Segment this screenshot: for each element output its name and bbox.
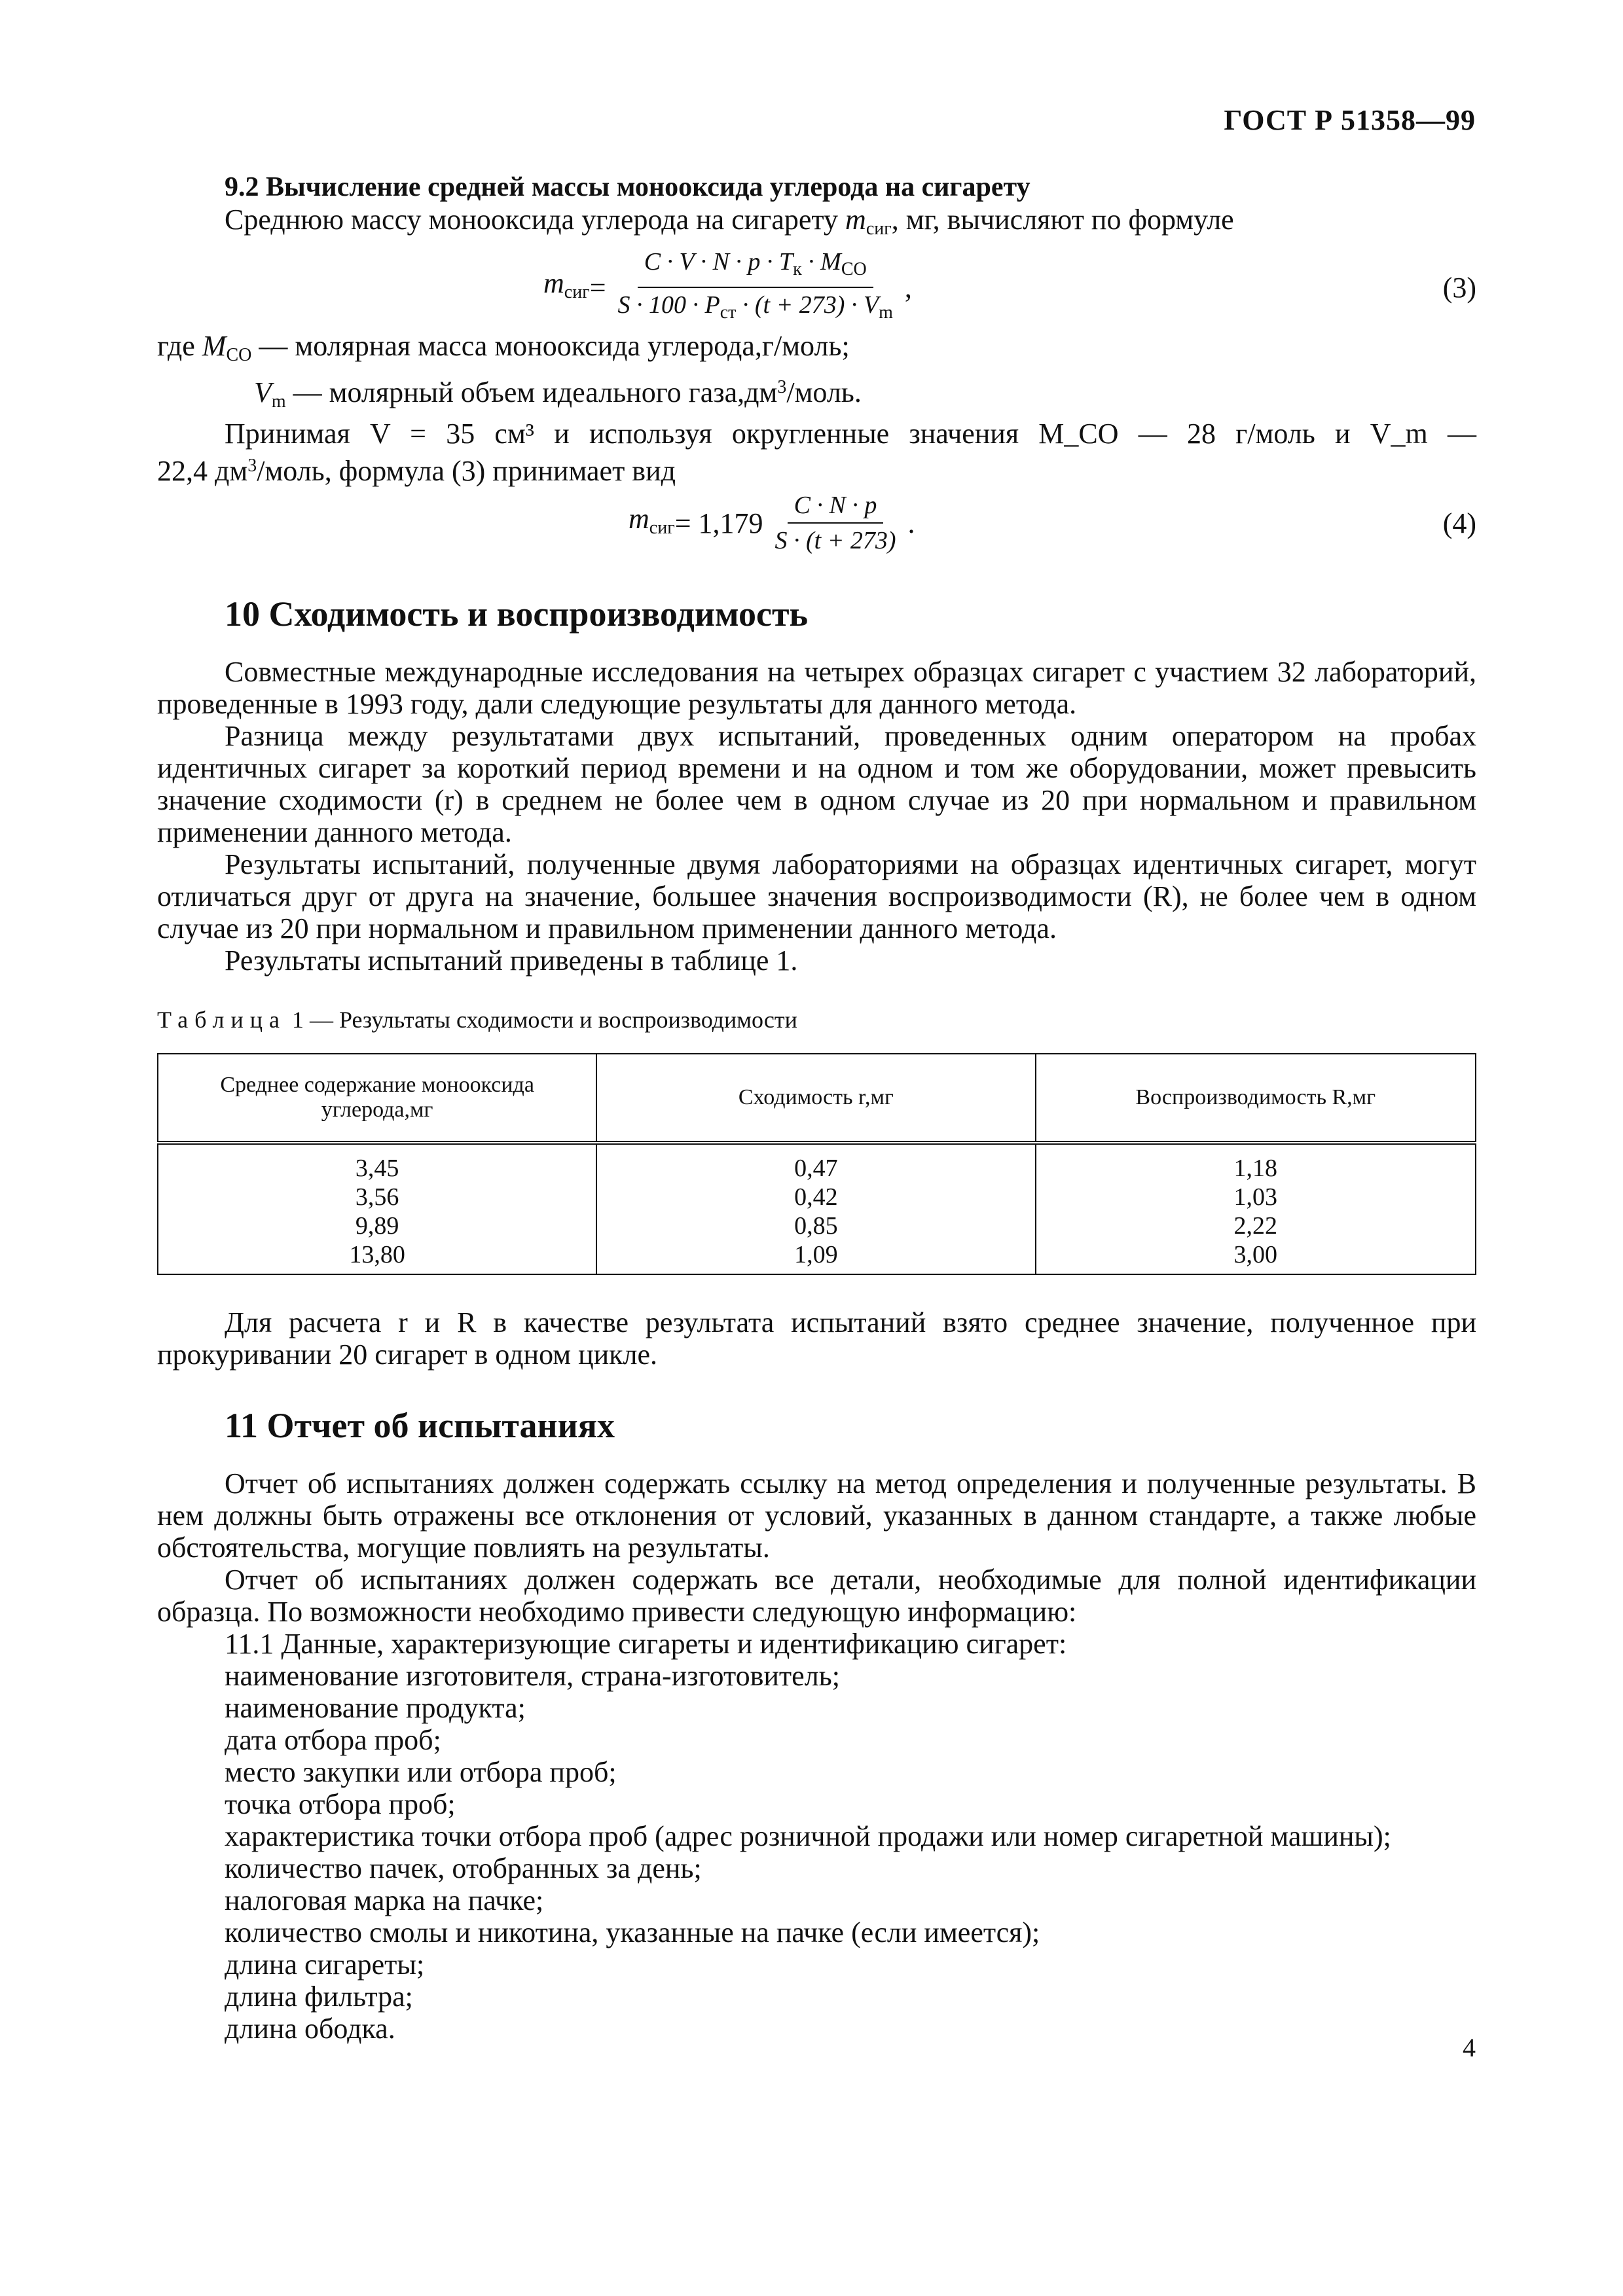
accept-line-1: Принимая V = 35 см³ и используя округленные значения M_CO — 28 г/моль и V_m — [225,418,1476,450]
page-content [157,171,1476,2045]
section-10-paragraph-2: Разница между результатами двух испытаний, проведенных одним оператором на пробах идентичных сигарет за короткий период времени и на одном и том же оборудовании, может превысить значение сходимости (r) в среднем не более чем в одном случае из 20 при нормальном и правильном применении данного метода. [157,720,1476,848]
list-item: точка отбора проб; [225,1788,456,1820]
list-item: наименование изготовителя, страна-изготовитель; [225,1660,840,1692]
list-item: характеристика точки отбора проб (адрес розничной продажи или номер сигаретной машины); [225,1820,1391,1852]
table-cell: 1,09 [596,1240,1035,1274]
where-vm-line: $V_m$ — молярный объем идеального $газа,дм^3$/моль. [254,376,862,412]
list-item: количество пачек, отобранных за день; [225,1852,702,1884]
table-cell: 0,42 [596,1183,1035,1211]
table-header-cell: Среднее содержание монооксида углерода,мг [158,1054,596,1143]
formula-3-fraction: $\frac{C \cdot V \cdot N \cdot p \cdot T_к \cdot M_{CO}}{S \cdot 100 \cdot P_{ст} \cdot (t + 273) \cdot V_m}$ [617,248,893,323]
table-row [158,1154,1476,1183]
table-row [158,1240,1476,1274]
section-10-paragraph-3: Результаты испытаний, полученные двумя лабораториями на образцах идентичных сигарет, могут отличаться друг от друга на значение, большее значения воспроизводимости (R), не более чем в одном случае из 20 при нормальном и правильном применении данного метода. [157,848,1476,944]
formula-3: $m_{сиг}$ = $\frac{C \cdot V \cdot N \cdot p \cdot T_к \cdot M_{CO}}{S \cdot 100 \cdot P_{ст} \cdot (t + 273) \cdot V_m}$ , (3) [157,245,1476,330]
table-row [158,1211,1476,1240]
section-11-title: 11 Отчет об испытаниях [225,1406,615,1445]
section-11-paragraph-2: Отчет об испытаниях должен содержать все детали, необходимые для полной идентификации образца. По возможности необходимо привести следующую информацию: [157,1564,1476,1628]
table-cell: 1,03 [1036,1183,1476,1211]
table-cell: 2,22 [1036,1211,1476,1240]
formula-4-fraction: $\frac{C \cdot N \cdot p}{S \cdot (t + 273)}$ [775,492,896,554]
section-10-paragraph-4: Результаты испытаний приведены в таблице 1. [225,944,798,977]
list-item: налоговая марка на пачке; [225,1884,544,1916]
list-item: длина сигареты; [225,1948,425,1981]
table-header-cell: Сходимость r,мг [596,1054,1035,1143]
table-header-row [158,1054,1476,1143]
formula-4-number: (4) [1442,507,1476,539]
formula-4: $m_{сиг}$ = 1,179 $\frac{C \cdot N \cdot p}{S \cdot (t + 273)}$ . (4) [629,492,1476,554]
where-mco-line: где $M_{CO}$ — молярная масса монооксида углерода,г/моль; [157,330,850,365]
table-cell: 1,18 [1036,1154,1476,1183]
table-cell: 0,47 [596,1154,1035,1183]
table-1-caption: Таблица 1 — Результаты сходимости и воспроизводимости [157,1007,797,1033]
section-11-paragraph-1: Отчет об испытаниях должен содержать ссылку на метод определения и полученные результаты. В нем должны быть отражены все отклонения от условий, указанных в данном стандарте, а также любые обстоятельства, могущие повлиять на результаты. [157,1467,1476,1564]
list-item: количество смолы и никотина, указанные на пачке (если имеется); [225,1916,1040,1948]
list-item: дата отбора проб; [225,1724,441,1756]
table-cell: 9,89 [158,1211,596,1240]
table-cell: 13,80 [158,1240,596,1274]
list-item: длина ободка. [225,2013,395,2045]
section-10-paragraph-1: Совместные международные исследования на четырех образцах сигарет с участием 32 лабораторий, проведенные в 1993 году, дали следующие результаты для данного метода. [157,656,1476,720]
section-9-2-intro: Среднюю массу монооксида углерода на сигарету $m_{сиг}$, мг, вычисляют по формуле [225,204,1234,239]
document-standard-header: ГОСТ Р 51358—99 [1224,104,1476,136]
list-item: длина фильтра; [225,1981,413,2013]
list-item: 11.1 Данные, характеризующие сигареты и идентификацию сигарет: [225,1628,1067,1660]
table-cell: 0,85 [596,1211,1035,1240]
section-10-title: 10 Сходимость и воспроизводимость [225,594,809,634]
table-cell: 3,56 [158,1183,596,1211]
table-header-cell: Воспроизводимость R,мг [1036,1054,1476,1143]
after-table-note: Для расчета r и R в качестве результата испытаний взято среднее значение, полученное при прокуривании 20 сигарет в одном цикле. [157,1306,1476,1371]
table-cell: 3,45 [158,1154,596,1183]
results-table [157,1053,1476,1275]
table-cell: 3,00 [1036,1240,1476,1274]
accept-line-2: 22,4 $дм^3$/моль, формула (3) принимает вид [157,455,676,487]
list-item: наименование продукта; [225,1692,526,1724]
formula-3-number: (3) [1442,271,1476,304]
section-9-2-title: 9.2 Вычисление средней массы монооксида углерода на сигарету [225,172,1030,202]
page-number: 4 [1463,2033,1476,2062]
table-row [158,1183,1476,1211]
list-item: место закупки или отбора проб; [225,1756,617,1788]
